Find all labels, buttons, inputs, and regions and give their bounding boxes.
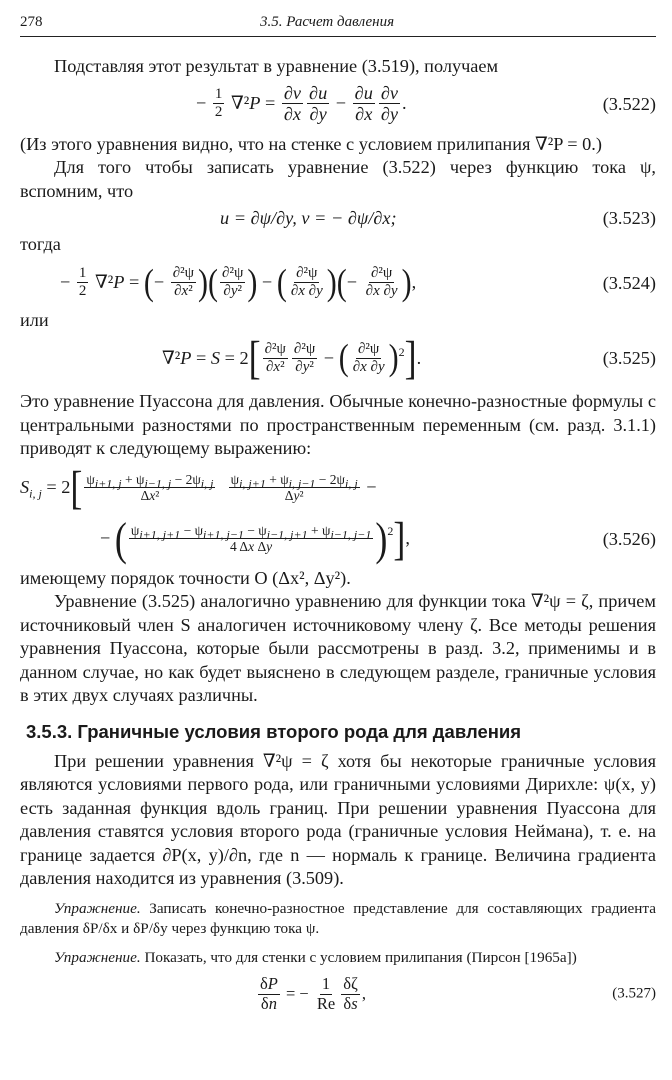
- equation-3527: $\frac{\delta P}{\delta n}$ = − $\frac{1}{Re}$ δζ δs , (3.527): [260, 974, 656, 1013]
- paragraph-wall-note: (Из этого уравнения видно, что на стенке с условием прилипания ∇²P = 0.): [20, 133, 602, 154]
- paragraph-poisson: Это уравнение Пуассона для давления. Обычные конечно-разностные формулы с центральными разностями по пространственным переменным (см. разд. 3.1.1) приводят к следующему выражению:: [20, 391, 656, 458]
- equation-3523: [20, 203, 656, 233]
- section-heading: 3.5.3. Граничные условия второго рода для давления: [26, 720, 522, 742]
- exercise-2: [20, 948, 656, 969]
- word-togda: тогда: [20, 234, 61, 254]
- page-number: 278: [20, 14, 43, 30]
- equation-3526: $S_{i, j} = 2$ [ $\psi_{i+1, j} + \psi_{i-1, j} - 2\psi_{i, j}$ Δx² $\psi_{i, j+1} + \psi_{i, j-1} - 2\psi_{i, j}$ Δy² − − ( $\psi_{i+1, j+1} - \psi_{i+1, j-1} - \psi_{i-1, j+1} + \psi_{i-1, j-1}$ 4 Δx Δy ) $^2$ ] , (3.526): [20, 461, 656, 565]
- book-page: [20, 14, 656, 1020]
- exercise-1: [20, 899, 656, 940]
- exercise-1-text: Записать конечно-разностное представление для составляющих градиента давления δP/δx и δP/δy через функцию тока ψ.: [20, 899, 656, 937]
- equation-number-3526: (3.526): [602, 528, 656, 549]
- running-title: 3.5. Расчет давления: [260, 14, 395, 30]
- equation-number-3522: (3.522): [602, 93, 656, 114]
- running-header: [20, 14, 656, 37]
- exercise-2-text: Показать, что для стенки с условием прилипания (Пирсон [1965a]): [140, 948, 577, 966]
- equation-number-3527: (3.527): [612, 985, 656, 1002]
- equation-3525: ∇²P = S = 2 [ ∂²ψ ∂x² ∂²ψ ∂y² − ( ∂²ψ ∂x ∂y ) $^2$ ] . (3.525): [162, 332, 656, 384]
- paragraph-analogy: Уравнение (3.525) аналогично уравнению для функции тока ∇²ψ = ζ, причем источниковый член S аналогичен источниковому члену ζ. Все методы решения уравнения Пуассона, которые были рассмотрены в разд. 3.2, применимы и в данном случае, но как будет выяснено в следующем разделе, граничные условия в этих двух случаях различны.: [20, 591, 656, 705]
- equation-3524: − $\frac{1}{2}$ ∇²P = ( − $\frac{\text{∂²ψ}}{\text{∂x²}}$ ) ( ∂²ψ ∂y² ) − ( ∂²ψ ∂x ∂y ) ( − $\frac{\text{∂²ψ}}{\partial x \partial y}$ ) , (3.524): [60, 261, 656, 303]
- equation-3522: − $\frac{1}{2}$ ∇²P = $\frac{\partial v}{\partial x}$ ∂u ∂y − $\frac{\partial u}{\partial x}$ ∂v ∂y . (3.522): [196, 82, 656, 124]
- paragraph-stream-function: Для того чтобы записать уравнение (3.522) через функцию тока ψ, вспомним, что: [20, 157, 656, 201]
- equation-number-3525: (3.525): [602, 347, 656, 368]
- paragraph-boundary-conditions: При решении уравнения ∇²ψ = ζ хотя бы некоторые граничные условия являются условиями первого рода, или граничными условиями Дирихле: ψ(x, y) есть заданная функция вдоль границ. При решении уравнения Пуассона для давления ставятся условия второго рода (граничные условия Неймана), т. е. на границе задается ∂P(x, y)/∂n, где n — нормаль к границе. Величина градиента давления находится из уравнения (3.509).: [20, 750, 656, 888]
- exercise-2-lead: Упражнение.: [54, 948, 141, 966]
- equation-number-3524: (3.524): [602, 272, 656, 293]
- equation-number-3523: (3.523): [602, 207, 656, 228]
- exercise-1-lead: Упражнение.: [54, 899, 141, 917]
- paragraph-accuracy: имеющему порядок точности O (Δx², Δy²).: [20, 567, 351, 588]
- paragraph-intro: Подставляя этот результат в уравнение (3.519), получаем: [54, 56, 499, 76]
- equation-3523-text: u = ∂ψ/∂y, v = − ∂ψ/∂x;: [220, 207, 397, 228]
- word-ili: или: [20, 309, 49, 330]
